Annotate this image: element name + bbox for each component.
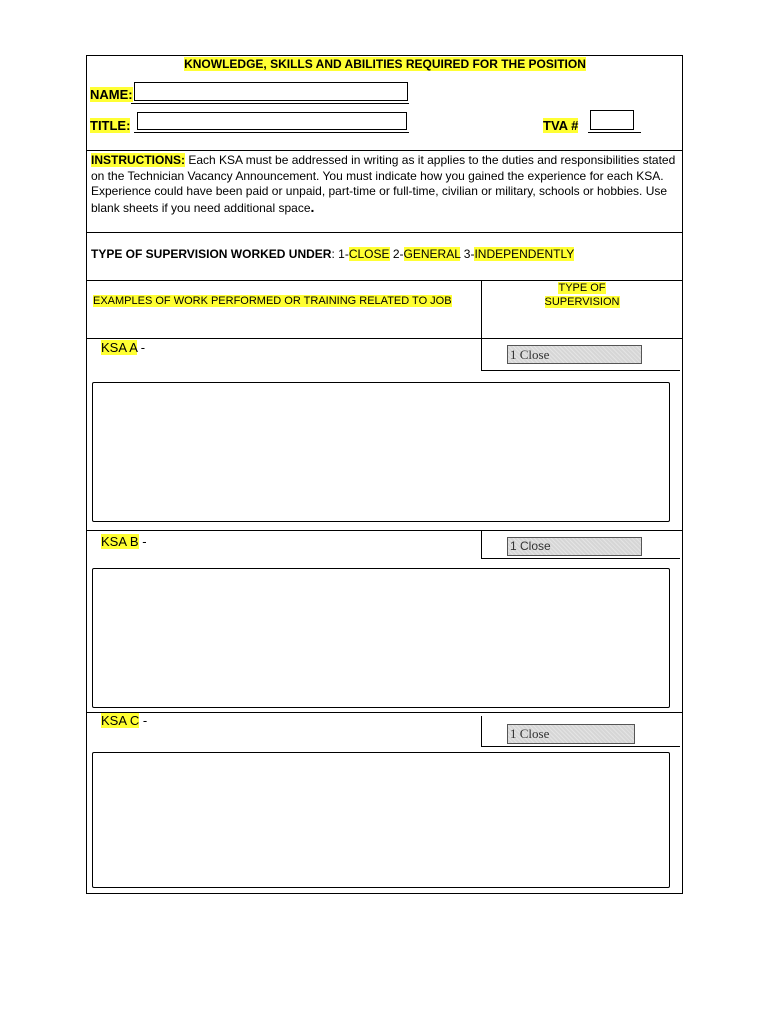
ksa-a-textbox[interactable]: [92, 382, 670, 522]
ksa-b-label: KSA B -: [101, 534, 147, 549]
divider-columns: [86, 338, 683, 339]
option-independently: INDEPENDENTLY: [474, 247, 575, 261]
title-field[interactable]: [137, 112, 407, 130]
name-label: NAME:: [90, 87, 133, 102]
instructions-end: .: [310, 198, 315, 215]
ksa-b-divider: [481, 531, 482, 558]
title-underline: [134, 132, 409, 133]
ksa-b-supervision-select[interactable]: 1 Close: [507, 537, 642, 556]
column-header-type: TYPE OF SUPERVISION: [544, 282, 620, 308]
divider-ksa-a: [86, 530, 683, 531]
ksa-c-underline: [481, 746, 680, 747]
ksa-b-underline: [481, 558, 680, 559]
ksa-c-supervision-select[interactable]: 1 Close: [507, 724, 635, 744]
ksa-c-label: KSA C -: [101, 713, 148, 728]
ksa-a-label: KSA A -: [101, 340, 146, 355]
instructions-block: [91, 153, 679, 216]
tva-field[interactable]: [590, 110, 634, 130]
ksa-c-textbox[interactable]: [92, 752, 670, 888]
option-general: GENERAL: [403, 247, 461, 261]
title-label: TITLE:: [90, 118, 131, 133]
ksa-a-supervision-select[interactable]: 1 Close: [507, 345, 642, 364]
name-field[interactable]: [134, 82, 408, 101]
ksa-b-textbox[interactable]: [92, 568, 670, 708]
tva-underline: [588, 132, 641, 133]
supervision-label: TYPE OF SUPERVISION WORKED UNDER: [91, 247, 332, 261]
divider-instructions: [86, 232, 683, 233]
form-title: KNOWLEDGE, SKILLS AND ABILITIES REQUIRED FOR THE POSITION: [184, 57, 586, 71]
name-underline: [131, 103, 409, 104]
divider-ksa-b: [86, 712, 683, 713]
ksa-a-underline: [481, 370, 680, 371]
ksa-a-divider: [481, 338, 482, 370]
divider-header: [86, 150, 683, 151]
supervision-line: TYPE OF SUPERVISION WORKED UNDER: 1-CLOSE 2-GENERAL 3-INDEPENDENTLY: [91, 247, 575, 261]
column-header-examples: EXAMPLES OF WORK PERFORMED OR TRAINING RELATED TO JOB: [93, 295, 452, 307]
instructions-label: INSTRUCTIONS:: [91, 153, 185, 167]
ksa-c-divider: [481, 716, 482, 746]
tva-label: TVA #: [543, 118, 579, 133]
instructions-text: Each KSA must be addressed in writing as it applies to the duties and responsibilities stated on the Technician Vacancy Announcement. You must indicate how you gained the experience for each KSA. Experience could have been paid or unpaid, part-time or full-time, civilian or military, schools or hobbies. Use blank sheets if you need additional space: [91, 153, 676, 215]
option-close: CLOSE: [348, 247, 390, 261]
